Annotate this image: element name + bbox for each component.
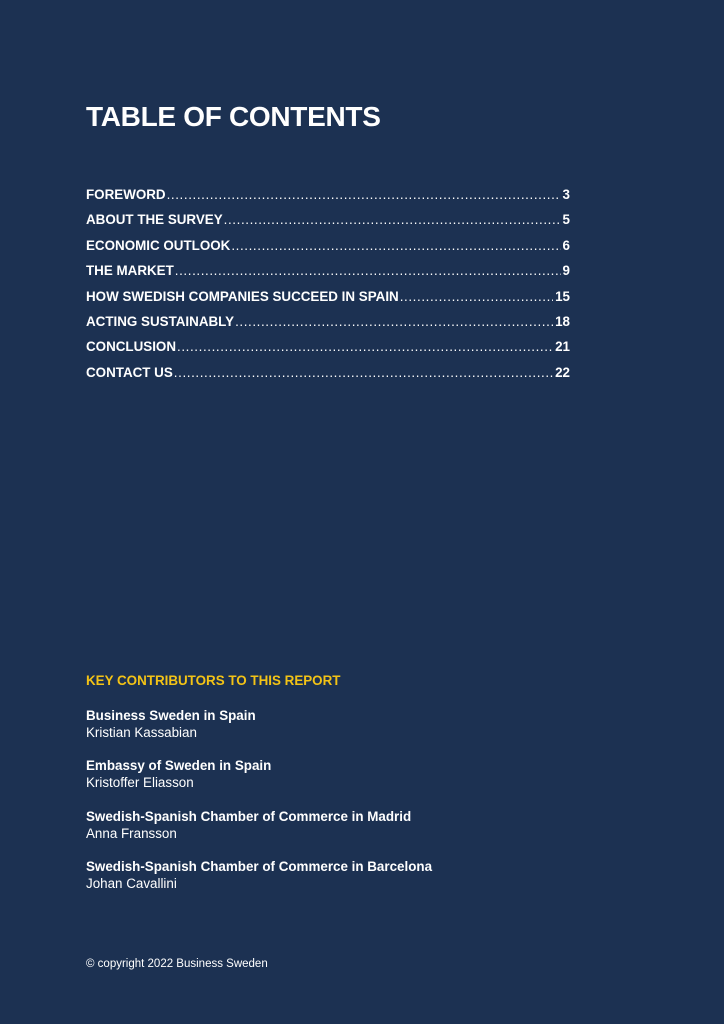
toc-entry-label: HOW SWEDISH COMPANIES SUCCEED IN SPAIN (86, 288, 399, 304)
contributor-group (86, 757, 646, 807)
contributor-group (86, 858, 646, 908)
contributor-name: Kristian Kassabian (86, 725, 197, 740)
toc-entry-acting-sustainably[interactable] (86, 314, 570, 339)
toc-list (86, 187, 570, 390)
contributor-name: Kristoffer Eliasson (86, 775, 194, 791)
toc-entry-contact-us[interactable] (86, 365, 570, 390)
toc-entry-label: ABOUT THE SURVEY (86, 212, 223, 228)
toc-entry-label: FOREWORD (86, 187, 166, 202)
toc-leader-dots (174, 365, 553, 380)
toc-entry-the-market[interactable] (86, 263, 570, 288)
toc-entry-page: 6 (562, 237, 570, 253)
toc-entry-label: THE MARKET (86, 263, 174, 279)
toc-entry-conclusion[interactable] (86, 339, 570, 364)
toc-entry-page: 22 (555, 364, 570, 380)
toc-entry-page: 9 (562, 263, 570, 279)
toc-leader-dots (177, 339, 553, 354)
contributors-heading: KEY CONTRIBUTORS TO THIS REPORT (86, 673, 341, 688)
toc-leader-dots (167, 187, 561, 202)
toc-leader-dots (400, 289, 553, 304)
contributor-name: Anna Fransson (86, 825, 177, 841)
contributor-organization: Business Sweden in Spain (86, 708, 256, 723)
toc-leader-dots (235, 314, 553, 329)
toc-entry-how-swedish-companies-succeed[interactable] (86, 289, 570, 314)
contributor-group (86, 707, 646, 757)
toc-leader-dots (231, 238, 560, 253)
contributor-organization: Swedish-Spanish Chamber of Commerce in Madrid (86, 808, 412, 824)
toc-entry-page: 3 (562, 187, 570, 202)
toc-entry-label: CONTACT US (86, 364, 173, 380)
toc-entry-page: 18 (555, 313, 570, 329)
contributor-organization: Swedish-Spanish Chamber of Commerce in Barcelona (86, 858, 433, 874)
toc-entry-page: 15 (555, 288, 570, 304)
toc-leader-dots (224, 212, 561, 227)
copyright-notice: © copyright 2022 Business Sweden (86, 958, 268, 970)
contributor-group (86, 808, 646, 858)
toc-title: TABLE OF CONTENTS (86, 101, 381, 132)
contributor-organization: Embassy of Sweden in Spain (86, 758, 272, 774)
toc-entry-foreword[interactable] (86, 187, 570, 212)
toc-entry-page: 5 (562, 212, 570, 228)
contributors-list (86, 707, 646, 908)
toc-entry-label: CONCLUSION (86, 339, 177, 355)
toc-entry-label: ECONOMIC OUTLOOK (86, 237, 231, 253)
toc-leader-dots (175, 263, 561, 278)
contributor-name: Johan Cavallini (86, 875, 177, 891)
toc-entry-about-the-survey[interactable] (86, 212, 570, 237)
toc-entry-label: ACTING SUSTAINABLY (86, 313, 235, 329)
toc-entry-page: 21 (555, 339, 570, 355)
toc-entry-economic-outlook[interactable] (86, 238, 570, 263)
